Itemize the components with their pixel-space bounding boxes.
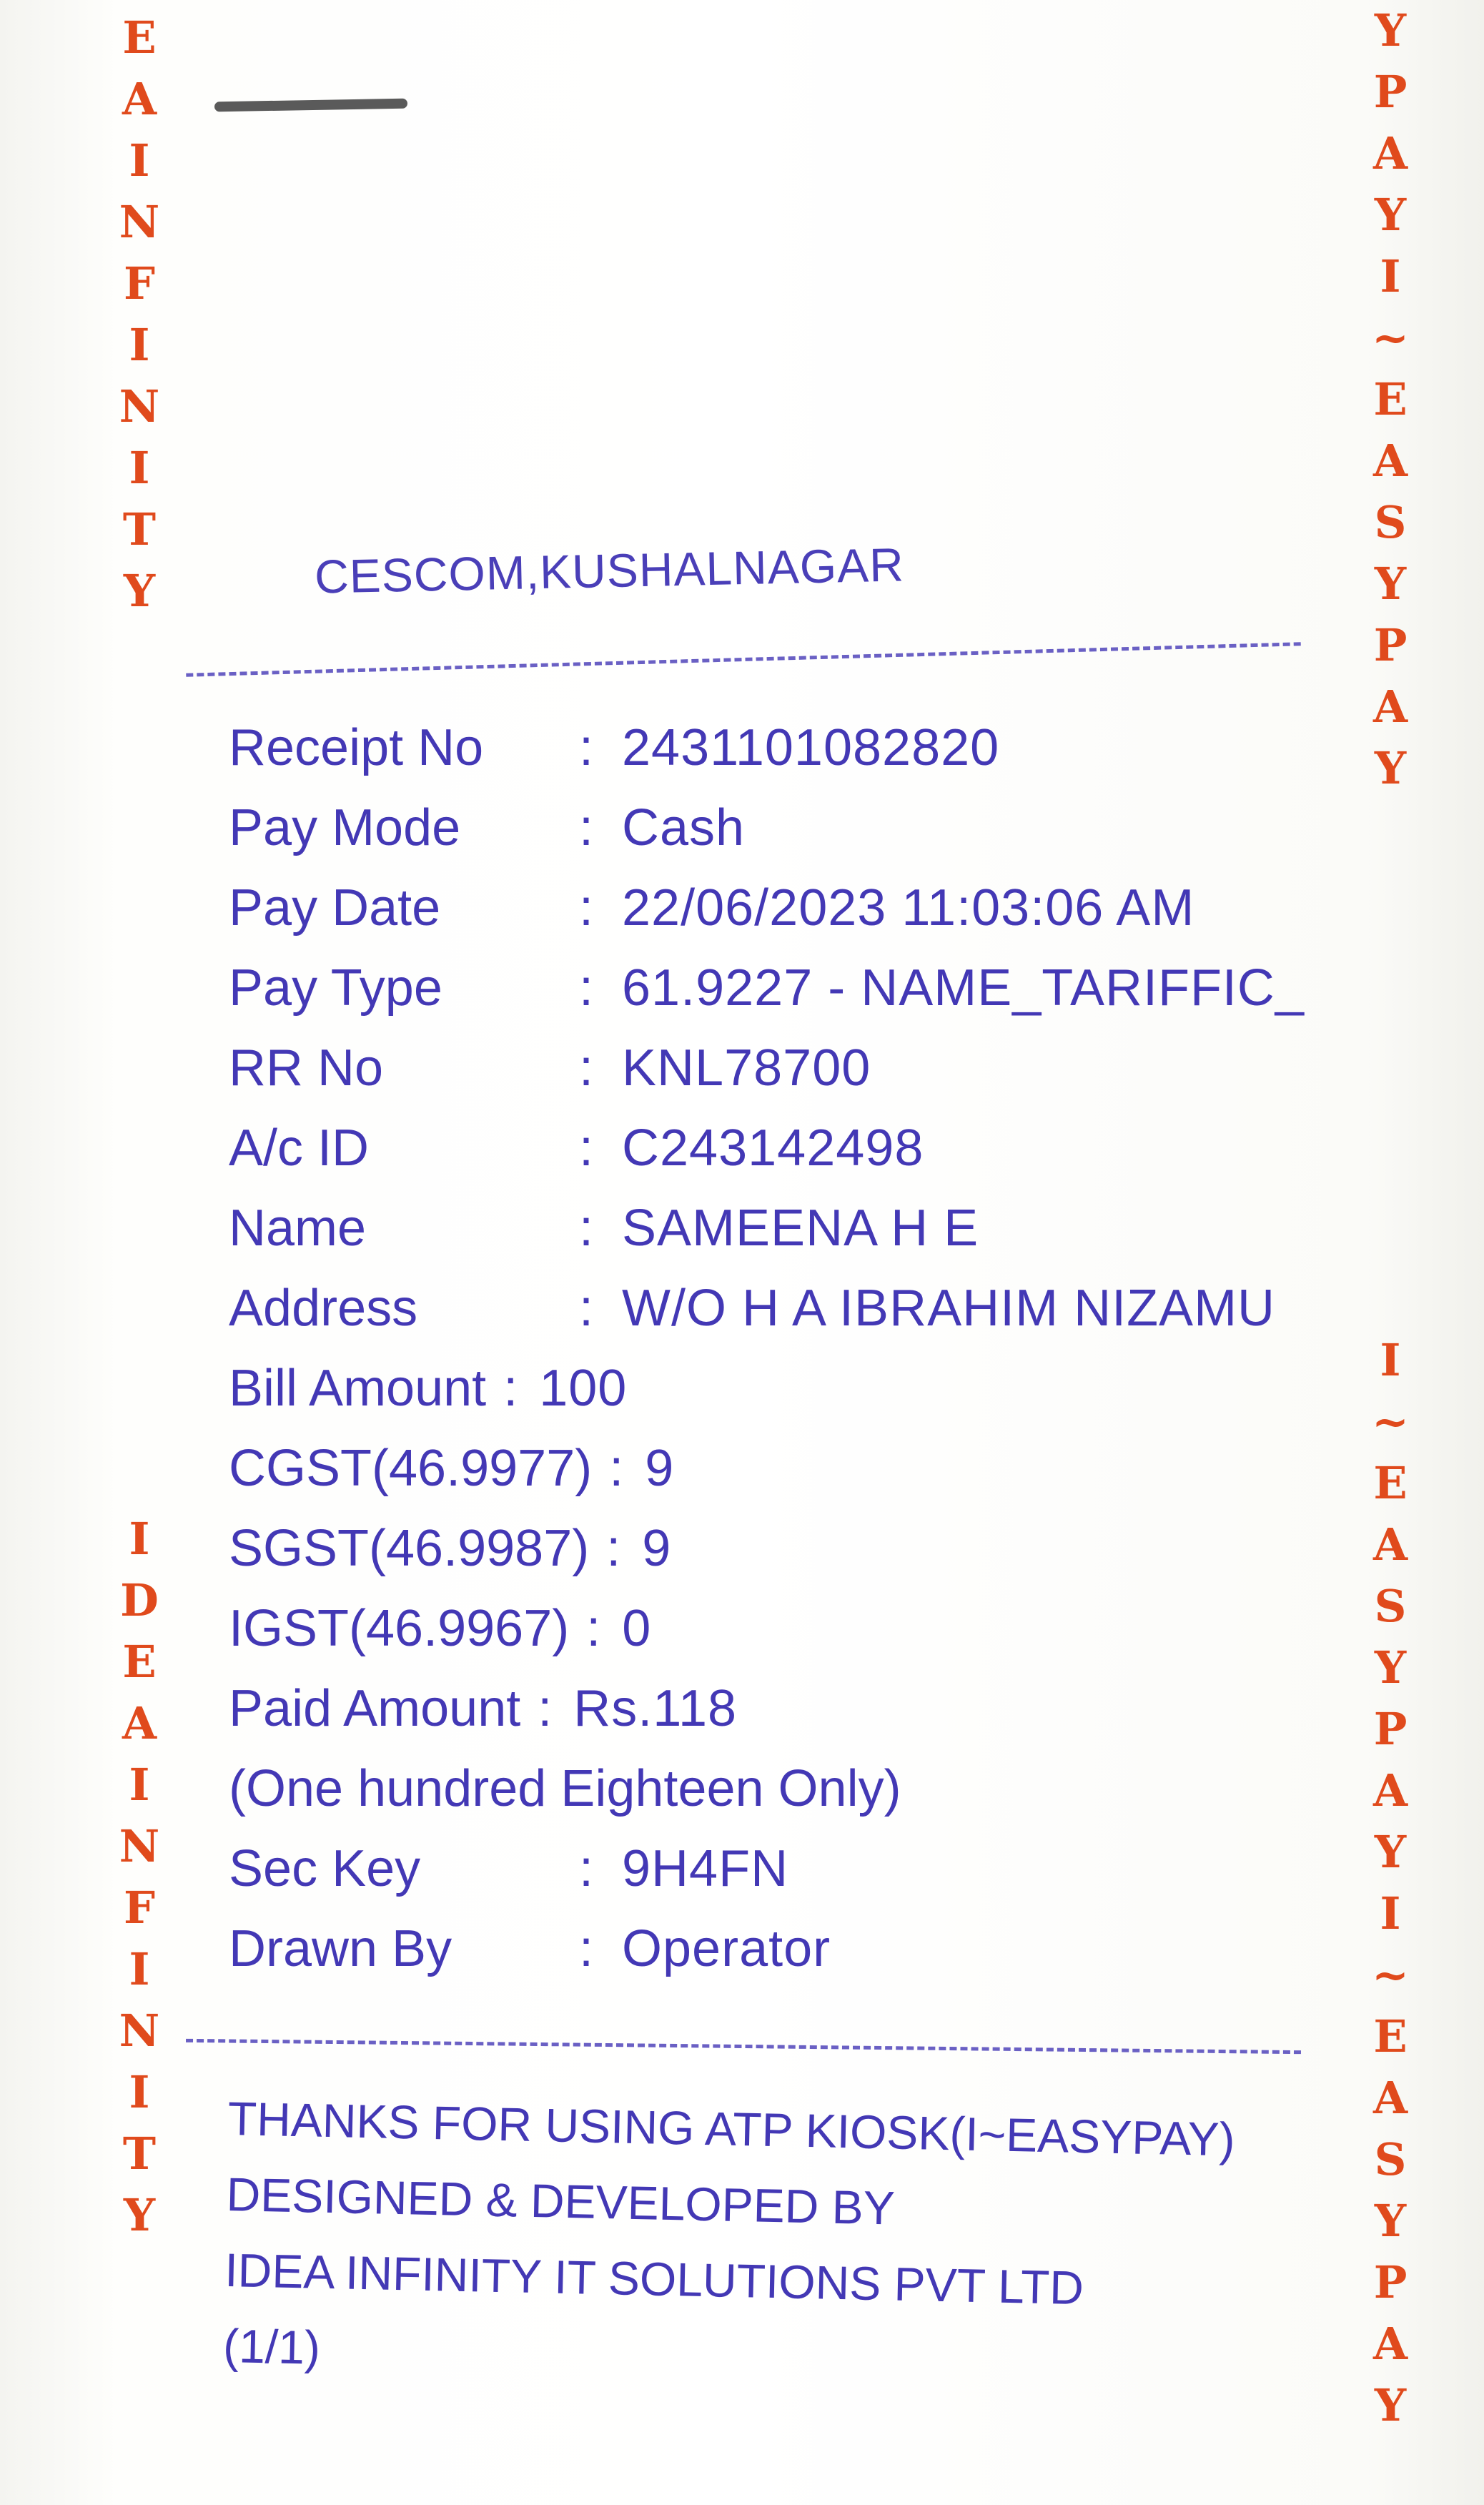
- side-brand-letter: ~: [1372, 1949, 1409, 2001]
- side-brand-letter: P: [1373, 619, 1408, 671]
- side-brand-letter: I: [129, 319, 150, 371]
- field-sep: :: [579, 959, 594, 1017]
- side-brand-letter: A: [1372, 1764, 1408, 1817]
- field-pay-mode: [229, 788, 1387, 868]
- side-brand-letter: I: [129, 1943, 150, 1995]
- side-brand-letter: Y: [1374, 2379, 1407, 2431]
- field-sep: :: [579, 799, 594, 856]
- side-brand-letter: ~: [1372, 312, 1409, 364]
- footer-line-company: IDEA INFINITY IT SOLUTIONS PVT LTD: [224, 2243, 1084, 2315]
- field-sep: :: [579, 719, 594, 776]
- side-brand-letter: A: [122, 1697, 157, 1749]
- receipt-footer: [222, 2080, 1387, 2408]
- field-sep: :: [538, 1680, 553, 1737]
- field-label: Address: [229, 1280, 418, 1337]
- receipt-header: CESCOM,KUSHALNAGAR: [314, 538, 905, 603]
- field-sep: :: [579, 1280, 594, 1337]
- field-label: Sec Key: [229, 1840, 421, 1897]
- side-brand-letter: Y: [1374, 4, 1407, 56]
- field-label: Paid Amount: [229, 1680, 521, 1737]
- field-bill-amount: [229, 1348, 1387, 1428]
- field-label: RR No: [229, 1039, 384, 1097]
- side-brand-letter: A: [1372, 681, 1408, 733]
- field-value: 2431101082820: [622, 719, 1000, 776]
- field-label: Pay Mode: [229, 799, 461, 856]
- side-brand-letter: A: [1372, 2318, 1408, 2370]
- field-value: W/O H A IBRAHIM NIZAMU: [622, 1280, 1276, 1337]
- side-brand-letter: I: [129, 2066, 150, 2118]
- field-cgst: [229, 1428, 1387, 1508]
- side-brand-letter: Y: [123, 565, 156, 617]
- field-sep: :: [606, 1520, 621, 1577]
- footer-line-page: (1/1): [222, 2318, 321, 2374]
- field-paid-amount: [229, 1669, 1387, 1749]
- field-sep: :: [579, 1920, 594, 1977]
- side-brand-letter: T: [122, 2128, 157, 2180]
- side-brand-letter: A: [1372, 127, 1408, 179]
- field-label: Drawn By: [229, 1920, 452, 1977]
- field-label: Receipt No: [229, 719, 484, 776]
- side-brand-letter: E: [122, 11, 157, 64]
- field-value: 22/06/2023 11:03:06 AM: [622, 879, 1195, 937]
- field-value: 9: [642, 1520, 672, 1577]
- side-brand-letter: N: [119, 196, 160, 248]
- footer-line-designed: DESIGNED & DEVELOPED BY: [225, 2167, 896, 2235]
- side-brand-right-top: [1365, 0, 1415, 799]
- side-brand-letter: I: [1380, 250, 1401, 302]
- side-brand-letter: I: [129, 1513, 150, 1565]
- side-brand-letter: T: [122, 503, 157, 555]
- side-brand-left-bottom: [114, 1508, 164, 2246]
- side-brand-letter: E: [1373, 2010, 1408, 2062]
- footer-line-thanks: THANKS FOR USING ATP KIOSK(I~EASYPAY): [227, 2091, 1236, 2166]
- field-name: [229, 1188, 1387, 1268]
- field-address: [229, 1268, 1387, 1348]
- field-label: Name: [229, 1200, 367, 1257]
- field-rr-no: [229, 1028, 1387, 1108]
- side-brand-letter: E: [122, 1636, 157, 1688]
- field-label: Pay Date: [229, 879, 441, 937]
- side-brand-letter: P: [1373, 1703, 1408, 1755]
- side-brand-letter: N: [119, 1820, 160, 1872]
- side-brand-letter: F: [123, 1882, 156, 1934]
- field-sep: :: [579, 1840, 594, 1897]
- side-brand-letter: Y: [1374, 1826, 1407, 1878]
- field-receipt-no: [229, 708, 1387, 788]
- field-label: Pay Type: [229, 959, 442, 1017]
- field-sep: :: [503, 1360, 518, 1417]
- side-brand-letter: Y: [1374, 189, 1407, 241]
- field-value: Cash: [622, 799, 746, 856]
- field-sec-key: [229, 1829, 1387, 1909]
- side-brand-letter: A: [1372, 2072, 1408, 2124]
- side-brand-letter: F: [123, 257, 156, 310]
- field-sep: :: [609, 1440, 624, 1497]
- field-value: 61.9227 - NAME_TARIFFIC_: [622, 959, 1305, 1017]
- side-brand-letter: Y: [1374, 558, 1407, 610]
- field-value: C243142498: [622, 1120, 924, 1177]
- side-brand-letter: S: [1374, 2133, 1407, 2185]
- side-brand-letter: E: [1373, 1457, 1408, 1509]
- field-value: 9H4FN: [622, 1840, 789, 1897]
- side-brand-letter: S: [1374, 1580, 1407, 1632]
- field-label: IGST(46.9967): [229, 1600, 570, 1657]
- field-value: 0: [622, 1600, 652, 1657]
- side-brand-letter: Y: [1374, 1641, 1407, 1694]
- side-brand-letter: I: [129, 1759, 150, 1811]
- field-pay-date: [229, 868, 1387, 948]
- field-sgst: [229, 1508, 1387, 1589]
- field-value: Operator: [622, 1920, 831, 1977]
- side-brand-left-top: [114, 7, 164, 622]
- field-value: 9: [645, 1440, 675, 1497]
- field-value: 100: [539, 1360, 628, 1417]
- field-sep: :: [579, 1039, 594, 1097]
- amount-in-words: (One hundred Eighteen Only): [229, 1760, 901, 1817]
- field-value: KNL78700: [622, 1039, 871, 1097]
- field-label: SGST(46.9987): [229, 1520, 590, 1577]
- field-sep: :: [579, 879, 594, 937]
- side-brand-letter: I: [1380, 1334, 1401, 1386]
- field-sep: :: [579, 1120, 594, 1177]
- side-brand-letter: ~: [1372, 1395, 1409, 1448]
- field-pay-type: [229, 948, 1387, 1028]
- side-brand-letter: N: [119, 380, 160, 433]
- side-brand-letter: N: [119, 2005, 160, 2057]
- side-brand-letter: P: [1373, 2256, 1408, 2308]
- side-brand-letter: A: [1372, 435, 1408, 487]
- side-brand-letter: S: [1374, 496, 1407, 548]
- field-ac-id: [229, 1108, 1387, 1188]
- field-value: Rs.118: [573, 1680, 738, 1737]
- field-sep: :: [586, 1600, 601, 1657]
- side-brand-letter: A: [1372, 1518, 1408, 1571]
- field-sep: :: [579, 1200, 594, 1257]
- side-brand-letter: P: [1373, 66, 1408, 118]
- side-brand-letter: Y: [123, 2189, 156, 2241]
- side-brand-letter: E: [1373, 373, 1408, 425]
- field-igst: [229, 1589, 1387, 1669]
- field-label: CGST(46.9977): [229, 1440, 593, 1497]
- side-brand-letter: I: [129, 134, 150, 187]
- side-brand-letter: A: [122, 73, 157, 125]
- side-brand-letter: Y: [1374, 2195, 1407, 2247]
- side-brand-letter: I: [1380, 1887, 1401, 1940]
- receipt-fields: [229, 708, 1387, 1989]
- side-brand-letter: D: [120, 1574, 159, 1626]
- field-label: Bill Amount: [229, 1360, 487, 1417]
- field-drawn-by: [229, 1909, 1387, 1989]
- field-label: A/c ID: [229, 1120, 370, 1177]
- side-brand-letter: I: [129, 442, 150, 494]
- field-value: SAMEENA H E: [622, 1200, 979, 1257]
- side-brand-letter: Y: [1374, 742, 1407, 794]
